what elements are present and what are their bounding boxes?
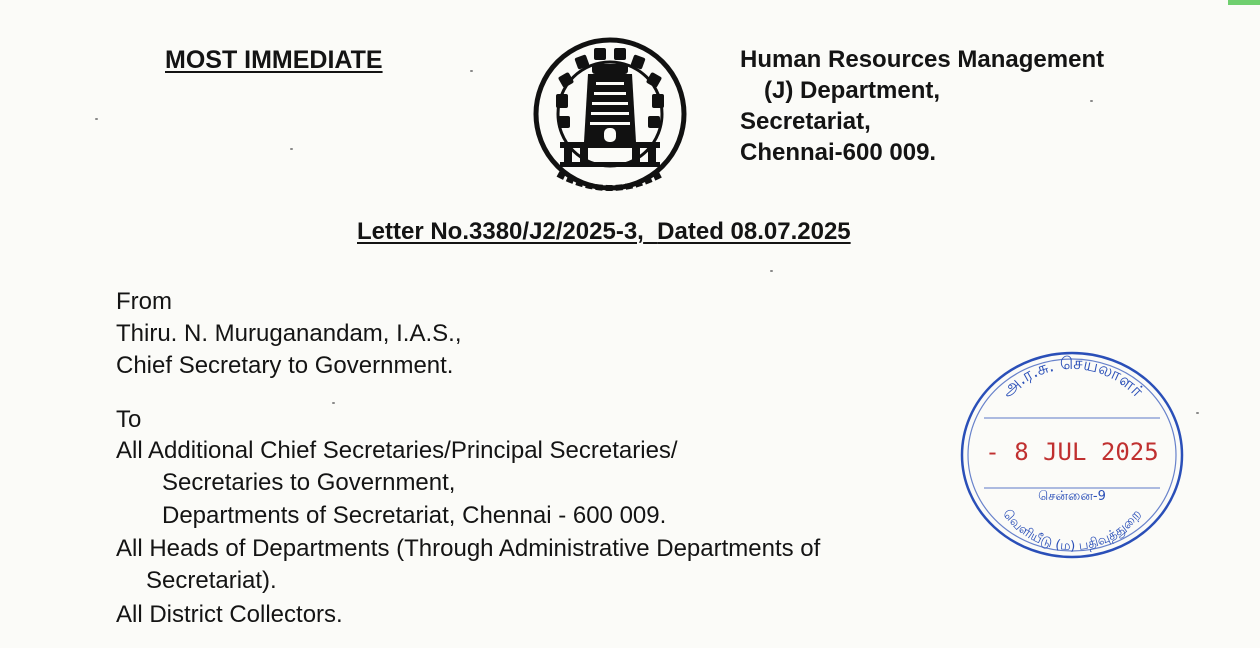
priority-label: MOST IMMEDIATE: [165, 46, 383, 74]
scan-speck: [1196, 412, 1199, 414]
government-emblem: [530, 34, 690, 194]
stamp-top-text: அ.ர.சு. செயலாளர்: [997, 353, 1148, 402]
letter-reference: [357, 218, 851, 246]
recipient-line: All Heads of Departments (Through Administrative Departments of: [116, 535, 821, 562]
scan-speck: [770, 270, 773, 272]
scan-corner-mark: [1228, 0, 1260, 5]
recipient-line: All Additional Chief Secretaries/Principal Secretaries/: [116, 437, 678, 464]
stamp-date: - 8 JUL 2025: [985, 438, 1159, 466]
svg-text:அ.ர.சு. செயலாளர்: [997, 354, 1147, 401]
received-stamp: [958, 348, 1186, 562]
scan-speck: [95, 118, 98, 120]
recipient-line: All District Collectors.: [116, 601, 343, 628]
to-label: To: [116, 406, 142, 433]
scan-speck: [290, 148, 293, 150]
scan-speck: [332, 402, 335, 404]
stamp-bottom-text: வெளியீடு (ம) பதிவுத்துறை: [999, 506, 1145, 555]
letter-date: Dated 08.07.2025: [657, 218, 851, 245]
svg-text:வெளியீடு (ம) பதிவுத்துறை: [999, 507, 1144, 554]
letter-number: Letter No.3380/J2/2025-3,: [357, 218, 644, 245]
scan-speck: [470, 70, 473, 72]
address-line: Chennai-600 009.: [740, 139, 937, 166]
address-line: (J) Department,: [764, 77, 941, 104]
department-address: [740, 44, 1104, 168]
address-line: Human Resources Management: [740, 46, 1105, 73]
from-designation: Chief Secretary to Government.: [116, 352, 454, 379]
stamp-city: சென்னை-9: [1038, 489, 1106, 504]
recipient-line: Departments of Secretariat, Chennai - 600 009.: [162, 502, 667, 529]
from-label: From: [116, 288, 172, 315]
from-name: Thiru. N. Muruganandam, I.A.S.,: [116, 320, 462, 347]
address-line: Secretariat,: [740, 108, 871, 135]
scan-speck: [1090, 100, 1093, 102]
recipient-line: Secretariat).: [146, 567, 277, 594]
recipient-line: Secretaries to Government,: [162, 469, 456, 496]
